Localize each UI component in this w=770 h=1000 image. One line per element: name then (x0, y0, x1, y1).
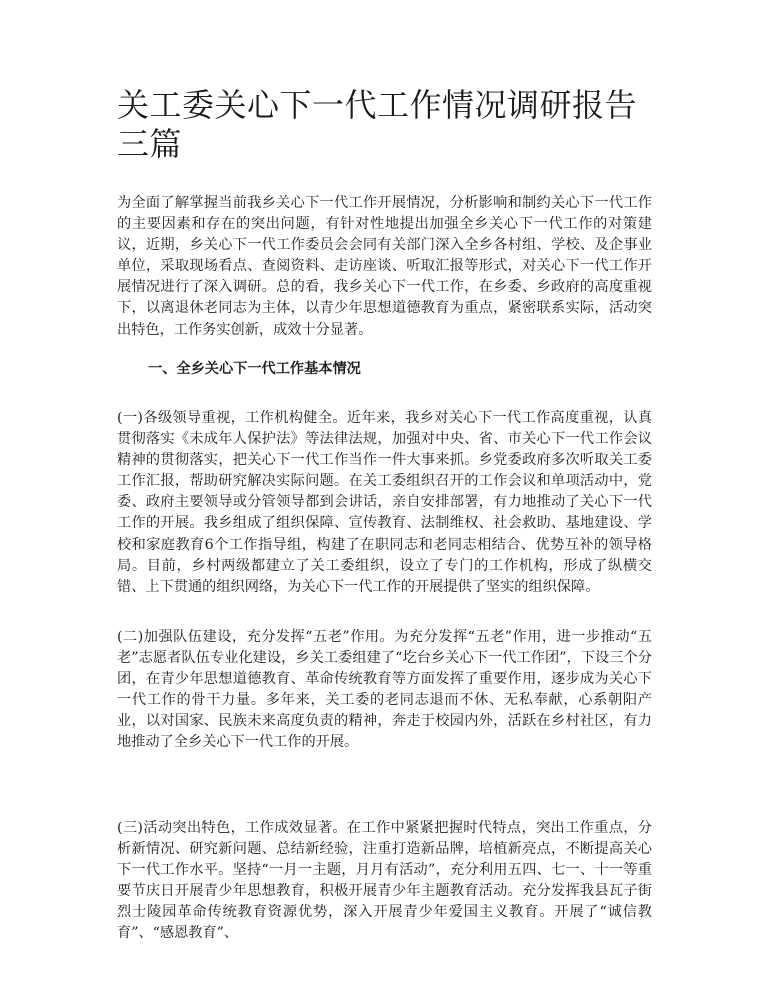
intro-paragraph: 为全面了解掌握当前我乡关心下一代工作开展情况，分析影响和制约关心下一代工作的主要因素和存在的突出问题，有针对性地提出加强全乡关心下一代工作的对策建议，近期，乡关心下一代工作委员会会同有关部门深入全乡各村组、学校、及企事业单位，采取现场看点、查阅资料、走访座谈、听取汇报等形式，对关心下一代工作开展情况进行了深入调研。总的看，我乡关心下一代工作，在乡委、乡政府的高度重视下，以离退休老同志为主体，以青少年思想道德教育为重点，紧密联系实际，活动突出特色，工作务实创新，成效十分显著。 (117, 195, 652, 338)
section-heading: 一、全乡关心下一代工作基本情况 (148, 361, 361, 377)
body-paragraph-3: (三)活动突出特色，工作成效显著。在工作中紧紧把握时代特点，突出工作重点，分析新情况、研究新问题、总结新经验，注重打造新品牌，培植新亮点，不断提高关心下一代工作水平。坚持“一月一主题，月月有活动”，充分利用五四、七一、十一等重要节庆日开展青少年思想教育，积极开展青少年主题教育活动。充分发挥我县瓦子街烈士陵园革命传统教育资源优势，深入开展青少年爱国主义教育。开展了“诚信教育”、“感恩教育”、 (117, 820, 652, 942)
body-paragraph-1: (一)各级领导重视，工作机构健全。近年来，我乡对关心下一代工作高度重视，认真贯彻落实《未成年人保护法》等法律法规，加强对中央、省、市关心下一代工作会议精神的贯彻落实，把关心下一代工作当作一件大事来抓。乡党委政府多次听取关工委工作汇报，帮助研究解决实际问题。在关工委组织召开的工作会议和单项活动中，党委、政府主要领导或分管领导都到会讲话，亲自安排部署，有力地推动了关心下一代工作的开展。我乡组成了组织保障、宣传教育、法制维权、社会救助、基地建设、学校和家庭教育6个工作指导组，构建了在职同志和老同志相结合、优势互补的领导格局。目前，乡村两级都建立了关工委组织，设立了专门的工作机构，形成了纵横交错、上下贯通的组织网络，为关心下一代工作的开展提供了坚实的组织保障。 (117, 410, 652, 595)
body-paragraph-2: (二)加强队伍建设，充分发挥“五老”作用。为充分发挥“五老”作用，进一步推动“五老”志愿者队伍专业化建设，乡关工委组建了“圪台乡关心下一代工作团”，下设三个分团，在青少年思想道德教育、革命传统教育等方面发挥了重要作用，逐步成为关心下一代工作的骨干力量。多年来，关工委的老同志退而不休、无私奉献，心系朝阳产业，以对国家、民族未来高度负责的精神，奔走于校园内外，活跃在乡村社区，有力地推动了全乡关心下一代工作的开展。 (117, 629, 652, 751)
document-title: 关工委关心下一代工作情况调研报告三篇 (117, 86, 638, 163)
